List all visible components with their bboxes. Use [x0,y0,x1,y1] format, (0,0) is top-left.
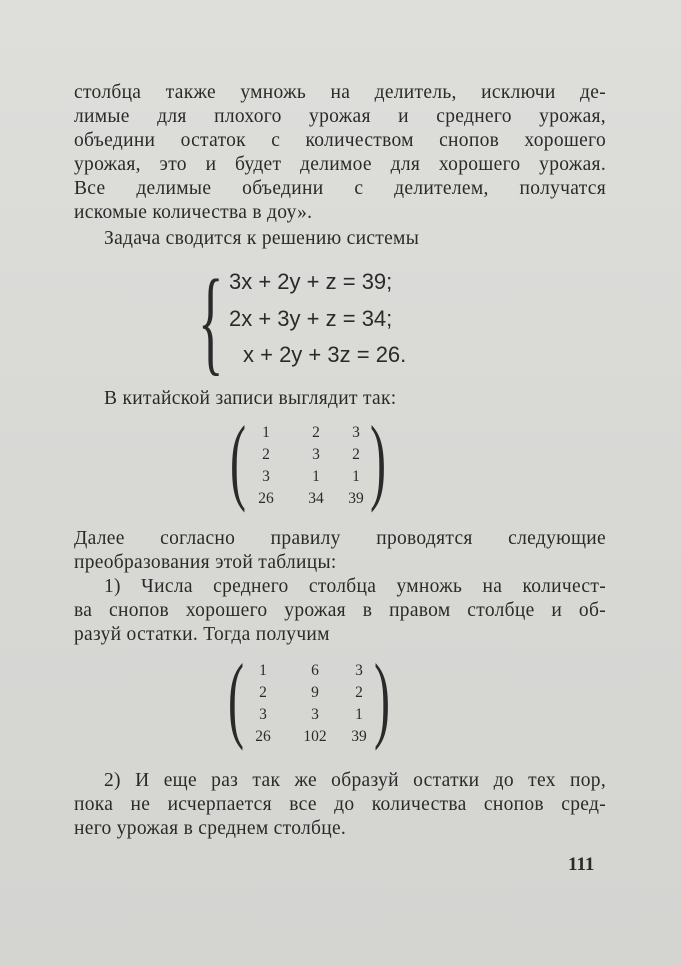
matrix-cell: 1 [259,662,267,679]
text-line: преобразования этой таблицы: [74,552,337,573]
system-brace: { [198,255,224,386]
text-line: ва снопов хорошего урожая в правом столбце и об- [74,600,606,621]
matrix-cell: 3 [262,468,270,485]
text-line: искомые количества в доу». [74,202,313,223]
matrix-cell: 102 [303,728,327,745]
matrix-cell: 26 [258,490,274,507]
matrix-cell: 3 [311,706,319,723]
matrix-cell: 2 [355,684,363,701]
right-paren: ) [374,644,390,751]
matrix-cell: 1 [262,424,270,441]
matrix-cell: 2 [312,424,320,441]
matrix-cell: 6 [311,662,319,679]
text-line: урожая, это и будет делимое для хорошего урожая. [74,154,606,175]
matrix-2 [228,644,396,751]
text-line: лимые для плохого урожая и среднего урожая, [74,106,606,127]
equation-2: 2x + 3y + z = 34; [229,306,393,331]
matrix-cell: 2 [262,446,270,463]
equation-1: 3x + 2y + z = 39; [229,269,393,294]
text-line: 1) Числа среднего столбца умножь на количест- [104,576,606,597]
matrix-cell: 2 [259,684,267,701]
text-line: В китайской записи выглядит так: [104,388,397,409]
text-line: пока не исчерпается все до количества снопов сред- [74,794,606,815]
page-number: 111 [568,854,595,875]
text-line: Далее согласно правилу проводятся следующие [74,528,606,549]
matrix-cell: 26 [255,728,271,745]
text-line: объедини остаток с количеством снопов хорошего [74,130,606,151]
text-line: Задача сводится к решению системы [104,228,420,249]
right-paren: ) [370,406,386,513]
matrix-cell: 39 [351,728,367,745]
matrix-1 [230,406,390,513]
text-line: Все делимые объедини с делителем, получатся [74,178,606,199]
text-line: разуй остатки. Тогда получим [74,624,330,645]
text-line: 2) И еще раз так же образуй остатки до тех пор, [104,770,606,791]
text-line: столбца также умножь на делитель, исключи де- [74,82,606,103]
matrix-cell: 3 [312,446,320,463]
matrix-cell: 1 [312,468,320,485]
matrix-cell: 2 [352,446,360,463]
left-paren: ( [230,406,246,513]
matrix-cell: 39 [348,490,364,507]
matrix-cell: 1 [352,468,360,485]
left-paren: ( [228,644,244,751]
matrix-cell: 34 [308,490,324,507]
matrix-cell: 3 [352,424,360,441]
matrix-cell: 9 [311,684,319,701]
matrix-cell: 1 [355,706,363,723]
text-line: него урожая в среднем столбце. [74,818,347,839]
matrix-cell: 3 [259,706,267,723]
matrix-cell: 3 [355,662,363,679]
equation-3: x + 2y + 3z = 26. [243,342,407,367]
